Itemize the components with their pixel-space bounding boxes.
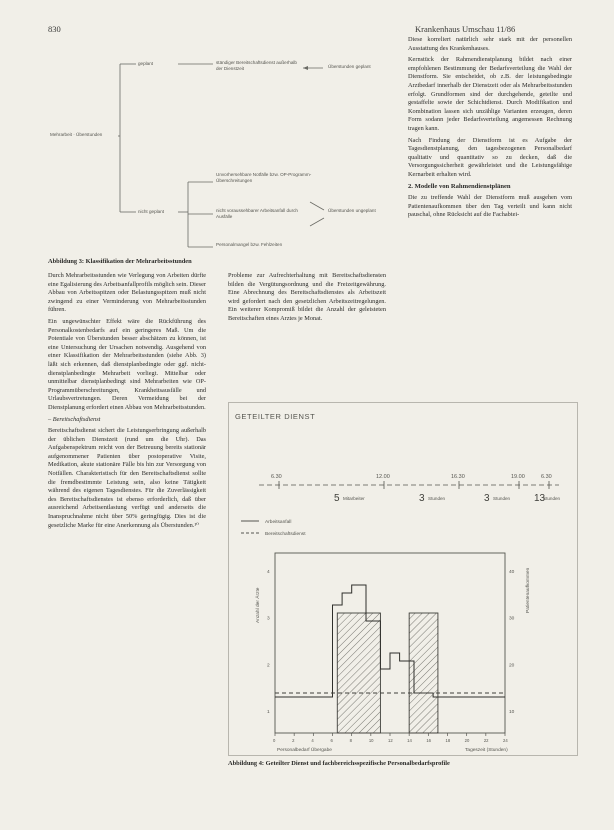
y-right-label: Patientenaufkommen xyxy=(526,567,531,613)
page-number: 830 xyxy=(48,24,61,34)
staff-count: 3 xyxy=(484,493,490,504)
paragraph: Diese korreliert natürlich sehr stark mit der personellen Ausstattung des Krankenhauses. xyxy=(408,36,572,52)
figure-4-caption: Abbildung 4: Geteilter Dienst und fachbereichsspezifische Personalbedarfsprofile xyxy=(228,760,450,767)
paragraph: Probleme zur Aufrechterhaltung mit Bereitschaftsdiensten bilden die Vergütungsordnung und die Freizeitgewährung. Eine Abrechnung des Bereitschaftsdienstes als Arbeitszeit wird gefordert nach den gesetzlichen Arbeitszeitregelungen. Ein weiterer Kompromiß bildet die Anzahl der geleisteten Bereitschaften eines Arztes je Monat. xyxy=(228,272,386,322)
time-label: 6.30 xyxy=(271,474,282,480)
x-tick-label: 6 xyxy=(330,738,333,743)
staff-count: 13 xyxy=(534,493,546,504)
x-unit: Tageszeit (Stunden) xyxy=(465,748,508,753)
x-tick-label: 10 xyxy=(368,738,374,743)
box-staff-shortage: Personalmangel bzw. Fehlzeiten xyxy=(216,242,283,247)
right-column xyxy=(408,36,572,223)
x-tick-label: 0 xyxy=(273,738,276,743)
x-tick-label: 4 xyxy=(311,738,314,743)
time-label: 19.00 xyxy=(511,474,525,480)
x-tick-label: 18 xyxy=(445,738,451,743)
box-absences: nicht voraussehbarer Arbeitsanfall durch Ausfälle xyxy=(216,208,298,219)
x-tick-label: 2 xyxy=(292,738,295,743)
staff-unit: Stunden xyxy=(493,496,511,501)
result-unplanned-overtime: Überstunden ungeplant xyxy=(328,208,376,213)
figure-3 xyxy=(48,42,378,254)
box-emergencies: Unvorhersehbare Notfälle bzw. OP-Programm-Überschreitungen xyxy=(216,172,312,183)
branch-planned: geplant xyxy=(138,61,154,66)
x-tick-label: 8 xyxy=(349,738,353,743)
staff-count: 3 xyxy=(419,493,425,504)
time-label: 12.00 xyxy=(376,474,390,480)
x-tick-label: 20 xyxy=(464,738,470,743)
figure-3-caption: Abbildung 3: Klassifikation der Mehrarbeitsstunden xyxy=(48,258,192,265)
workload-line xyxy=(275,585,505,697)
section-heading: 2. Modelle von Rahmendienstplänen xyxy=(408,182,511,190)
chart-title: GETEILTER DIENST xyxy=(235,412,316,421)
paragraph: Nach Findung der Dienstform ist es Aufgabe der Tagesdienstplanung, den tagesbezogenen Personalbedarf qualitativ und quantitativ so zu decken, daß die Versorgungssicherheit gewährleistet und die Leistungsfähige Kernarbeit erhalten wird. xyxy=(408,136,572,178)
plot-frame xyxy=(275,553,505,733)
legend-dashed-label: Bereitschaftsdienst xyxy=(265,532,306,537)
y-right-tick: 10 xyxy=(509,710,515,715)
x-tick-label: 16 xyxy=(426,738,432,743)
y-left-tick: 3 xyxy=(267,616,270,622)
duty-bar xyxy=(337,613,380,733)
staff-unit: Stunden xyxy=(428,496,446,501)
x-tick-label: 12 xyxy=(388,738,393,743)
time-label: 16.30 xyxy=(451,474,465,480)
y-right-tick: 40 xyxy=(509,570,515,575)
time-label: 6.30 xyxy=(541,474,552,480)
paragraph: Ein ungewünschter Effekt wäre die Rückführung des Personalkostenbedarfs auf ein geringeres Maß. Um die Potentiale von Überstunden besser abschätzen zu können, ist eine Untersuchung der Ursachen notwendig. Ausgehend von einer Klassifikation der Mehrarbeitsstunden (siehe Abb. 3) läßt sich erkennen, daß dienstplanbedingte oder ggf. nicht-dienstplanbedingte Mehrarbeit vorliegt. Mittelbar oder unmittelbar dienstplanbedingt sind Mehrarbeiten wie OP-Programmüberschreitungen, Krankheitsausfälle und Urlaubsvertretungen. Deren Vermeidung bei der Dienstplanung erfordert einen Abbau von Mehrarbeitsstunden. xyxy=(48,317,206,411)
branch-unplanned: nicht geplant xyxy=(138,209,165,214)
paragraph: Die zu treffende Wahl der Dienstform muß ausgehen vom Patientenaufkommen über den Tag verteilt und kann nicht pauschal, ohne Rücksicht auf die Fachabtei- xyxy=(408,194,572,219)
x-label: Personalbedarf Übergabe xyxy=(277,748,332,753)
staff-count: 5 xyxy=(334,493,340,504)
staff-unit: Mitarbeiter xyxy=(343,496,365,501)
x-tick-label: 24 xyxy=(503,738,508,743)
legend-solid-label: Arbeitsanfall xyxy=(265,520,292,525)
split-duty-chart xyxy=(229,403,577,755)
middle-column xyxy=(228,272,386,327)
subheading-standby: – Bereitschaftsdienst xyxy=(48,415,101,423)
y-left-tick: 1 xyxy=(267,710,270,715)
journal-title: Krankenhaus Umschau 11/86 xyxy=(415,24,516,34)
result-planned-overtime: Überstunden geplant xyxy=(328,64,371,69)
y-right-tick: 20 xyxy=(509,663,515,669)
paragraph: Bereitschaftsdienst sichert die Leistungserbringung außerhalb der üblichen Dienstzeit (rund um die Uhr). Das Aufgabenspektrum reicht von der Betreuung bereits stationär aufgenommener Patienten über postoperative Visite, Medikation, akute stationäre Fälle bis hin zur Versorgung von Notfällen. Charakteristisch für den Bereitschaftsdienst sollte die fremdbestimmte Leistung sein, also keine Tätigkeit während des eigenen Tagesdienstes. Für die Zuverlässigkeit des Bereitschaftsdienstes ist ebenso erforderlich, daß über ausreichend Arbeitsentlastung verfügt und anderseits die Inanspruchnahme nicht über 50% geringfügig. Dies ist die gesetzliche Marke für eine Anerkennung als Überstunden.¹⁰ xyxy=(48,427,206,529)
y-right-tick: 30 xyxy=(509,616,515,622)
diagram-root: Mehrarbeit · Überstunden xyxy=(50,132,103,137)
classification-diagram xyxy=(48,42,378,254)
box-standby-duty: ständiger Bereitschaftsdienst außerhalb der Dienstzeit xyxy=(216,60,297,71)
staff-unit: Stunden xyxy=(543,496,561,501)
paragraph: Kernstück der Rahmendienstplanung bildet nach einer empfohlenen Bestimmung der Bedarfsverteilung die Wahl der Dienstform. Sie entscheidet, ob z.B. der leistungsbedingte Arztbedarf innerhalb der Dienstzeit oder als Mehrarbeitsstunden erfolgt. Grundformen sind der durchgehende, geteilte und gestaffelte sowie der Schichtdienst. Durch Modifikation und Kombination lassen sich unzählige Varianten erzeugen, deren Form sodann jeder Bedarfsverteilung angemessen Rechnung tragen kann. xyxy=(408,56,572,132)
y-left-tick: 2 xyxy=(267,663,270,669)
paragraph: Durch Mehrarbeitsstunden wie Verlegung von Arbeiten dürfte eine Egalisierung des Arbeitsanfallprofils möglich sein. Dieser Abbau von Arbeitsspitzen oder Belastungsspitzen muß nicht zwingend zu einer Verminderung von Mehrarbeitsstunden führen. xyxy=(48,272,206,314)
x-tick-label: 22 xyxy=(483,738,489,743)
figure-4 xyxy=(228,402,578,756)
y-left-tick: 4 xyxy=(267,570,270,575)
x-tick-label: 14 xyxy=(407,738,412,743)
y-left-label: Anzahl der Ärzte xyxy=(256,587,261,623)
left-column xyxy=(48,272,206,533)
duty-bar xyxy=(409,613,438,733)
